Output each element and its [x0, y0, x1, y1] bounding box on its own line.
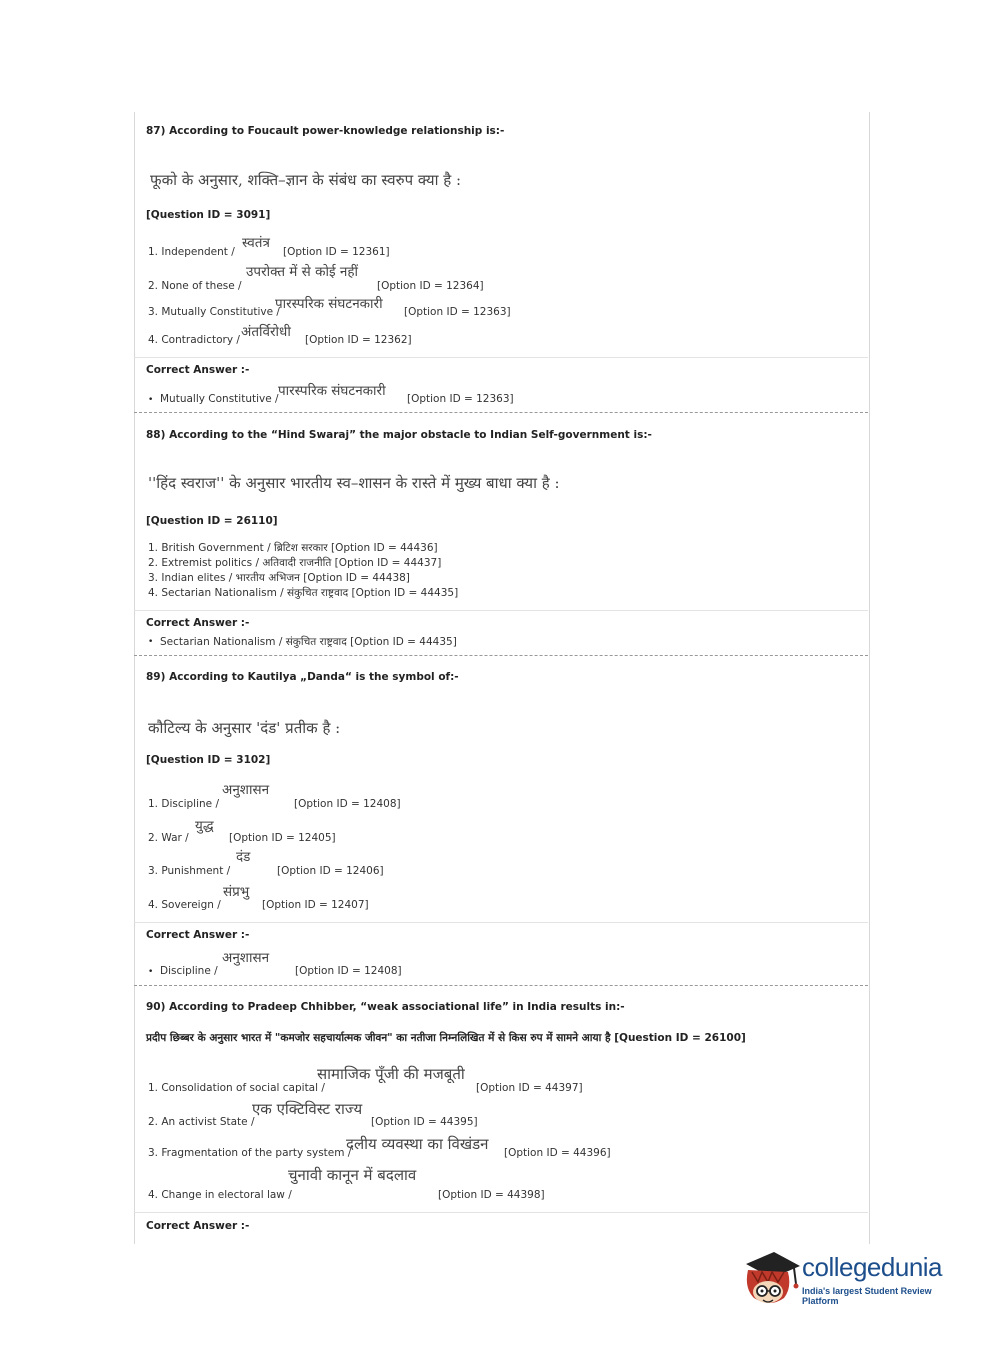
option-87-3: 3. Mutually Constitutive /	[148, 306, 280, 318]
option-90-4-hindi: चुनावी कानून में बदलाव	[288, 1166, 417, 1184]
divider	[134, 922, 868, 923]
mascot-icon	[740, 1248, 802, 1312]
option-90-2-id: [Option ID = 44395]	[371, 1116, 478, 1128]
question-88-id: [Question ID = 26110]	[146, 515, 278, 527]
answer-87: Mutually Constitutive /	[160, 393, 279, 405]
option-89-2-hindi: युद्ध	[195, 818, 214, 834]
option-90-4-id: [Option ID = 44398]	[438, 1189, 545, 1201]
question-89-title: 89) According to Kautilya „Danda“ is the symbol of:-	[146, 671, 459, 683]
question-separator	[134, 412, 868, 413]
option-87-4: 4. Contradictory /	[148, 334, 240, 346]
correct-answer-90-label: Correct Answer :-	[146, 1220, 250, 1232]
option-90-2-hindi: एक एक्टिविस्ट राज्य	[252, 1100, 363, 1118]
option-89-3: 3. Punishment /	[148, 865, 231, 877]
option-89-4: 4. Sovereign /	[148, 899, 221, 911]
divider	[134, 610, 868, 611]
option-88-1: 1. British Government / ब्रिटिश सरकार [Option ID = 44436]	[148, 542, 438, 554]
answer-89-id: [Option ID = 12408]	[295, 965, 402, 977]
correct-answer-88-label: Correct Answer :-	[146, 617, 250, 629]
option-88-2: 2. Extremist politics / अतिवादी राजनीति [Option ID = 44437]	[148, 557, 442, 569]
question-87-hindi: फूको के अनुसार, शक्ति–ज्ञान के संबंध का स्वरुप क्या है :	[150, 171, 462, 189]
option-89-1-hindi: अनुशासन	[222, 782, 270, 798]
question-87-id: [Question ID = 3091]	[146, 209, 271, 221]
option-89-4-id: [Option ID = 12407]	[262, 899, 369, 911]
option-90-3-id: [Option ID = 44396]	[504, 1147, 611, 1159]
question-90-hindi: प्रदीप छिब्बर के अनुसार भारत में "कमजोर सहचार्यात्मक जीवन" का नतीजा निम्नलिखित में से किस रुप में सामने आया है [Question ID = 26100]	[146, 1032, 746, 1044]
logo-tagline: India's largest Student Review Platform	[802, 1286, 932, 1306]
answer-89: Discipline /	[160, 965, 218, 977]
option-87-1-id: [Option ID = 12361]	[283, 246, 390, 258]
bullet-icon: •	[148, 967, 154, 977]
option-90-4: 4. Change in electoral law /	[148, 1189, 292, 1201]
divider	[134, 357, 868, 358]
option-90-1-id: [Option ID = 44397]	[476, 1082, 583, 1094]
question-87-title: 87) According to Foucault power-knowledge relationship is:-	[146, 125, 505, 137]
answer-87-hindi: पारस्परिक संघटनकारी	[278, 383, 386, 399]
option-88-3: 3. Indian elites / भारतीय अभिजन [Option ID = 44438]	[148, 572, 410, 584]
option-89-3-id: [Option ID = 12406]	[277, 865, 384, 877]
answer-88: Sectarian Nationalism / संकुचित राष्ट्रवाद [Option ID = 44435]	[160, 636, 457, 648]
question-88-title: 88) According to the “Hind Swaraj” the major obstacle to Indian Self-government is:-	[146, 429, 652, 441]
option-87-4-id: [Option ID = 12362]	[305, 334, 412, 346]
question-separator	[134, 985, 868, 986]
option-87-2-hindi: उपरोक्त में से कोई नहीं	[246, 264, 359, 280]
option-90-3-hindi: दलीय व्यवस्था का विखंडन	[346, 1135, 489, 1153]
option-89-1: 1. Discipline /	[148, 798, 220, 810]
question-separator	[134, 655, 868, 656]
option-89-2-id: [Option ID = 12405]	[229, 832, 336, 844]
option-89-3-hindi: दंड	[236, 849, 251, 865]
divider	[134, 1212, 868, 1213]
option-89-2: 2. War /	[148, 832, 189, 844]
bullet-icon: •	[148, 395, 154, 405]
option-90-1-hindi: सामाजिक पूँजी की मजबूती	[317, 1065, 465, 1083]
question-89-hindi: कौटिल्य के अनुसार 'दंड' प्रतीक है :	[148, 719, 341, 737]
option-87-3-id: [Option ID = 12363]	[404, 306, 511, 318]
bullet-icon: •	[148, 637, 154, 647]
question-90-title: 90) According to Pradeep Chhibber, “weak associational life” in India results in:-	[146, 1001, 625, 1013]
option-87-4-hindi: अंतर्विरोधी	[241, 324, 291, 340]
option-90-1: 1. Consolidation of social capital /	[148, 1082, 325, 1094]
answer-89-hindi: अनुशासन	[222, 950, 270, 966]
option-89-4-hindi: संप्रभु	[223, 884, 250, 900]
option-90-2: 2. An activist State /	[148, 1116, 255, 1128]
option-87-2-id: [Option ID = 12364]	[377, 280, 484, 292]
correct-answer-89-label: Correct Answer :-	[146, 929, 250, 941]
correct-answer-87-label: Correct Answer :-	[146, 364, 250, 376]
option-89-1-id: [Option ID = 12408]	[294, 798, 401, 810]
question-89-id: [Question ID = 3102]	[146, 754, 271, 766]
option-90-3: 3. Fragmentation of the party system /	[148, 1147, 352, 1159]
answer-87-id: [Option ID = 12363]	[407, 393, 514, 405]
option-87-2: 2. None of these /	[148, 280, 242, 292]
option-87-1: 1. Independent /	[148, 246, 235, 258]
option-88-4: 4. Sectarian Nationalism / संकुचित राष्ट्रवाद [Option ID = 44435]	[148, 587, 459, 599]
logo-wordmark: collegedunia	[802, 1252, 943, 1282]
question-88-hindi: ''हिंद स्वराज'' के अनुसार भारतीय स्व–शासन के रास्ते में मुख्य बाधा क्या है :	[148, 474, 560, 492]
collegedunia-logo[interactable]	[740, 1248, 970, 1312]
option-87-1-hindi: स्वतंत्र	[242, 235, 270, 251]
option-87-3-hindi: पारस्परिक संघटनकारी	[275, 296, 383, 312]
